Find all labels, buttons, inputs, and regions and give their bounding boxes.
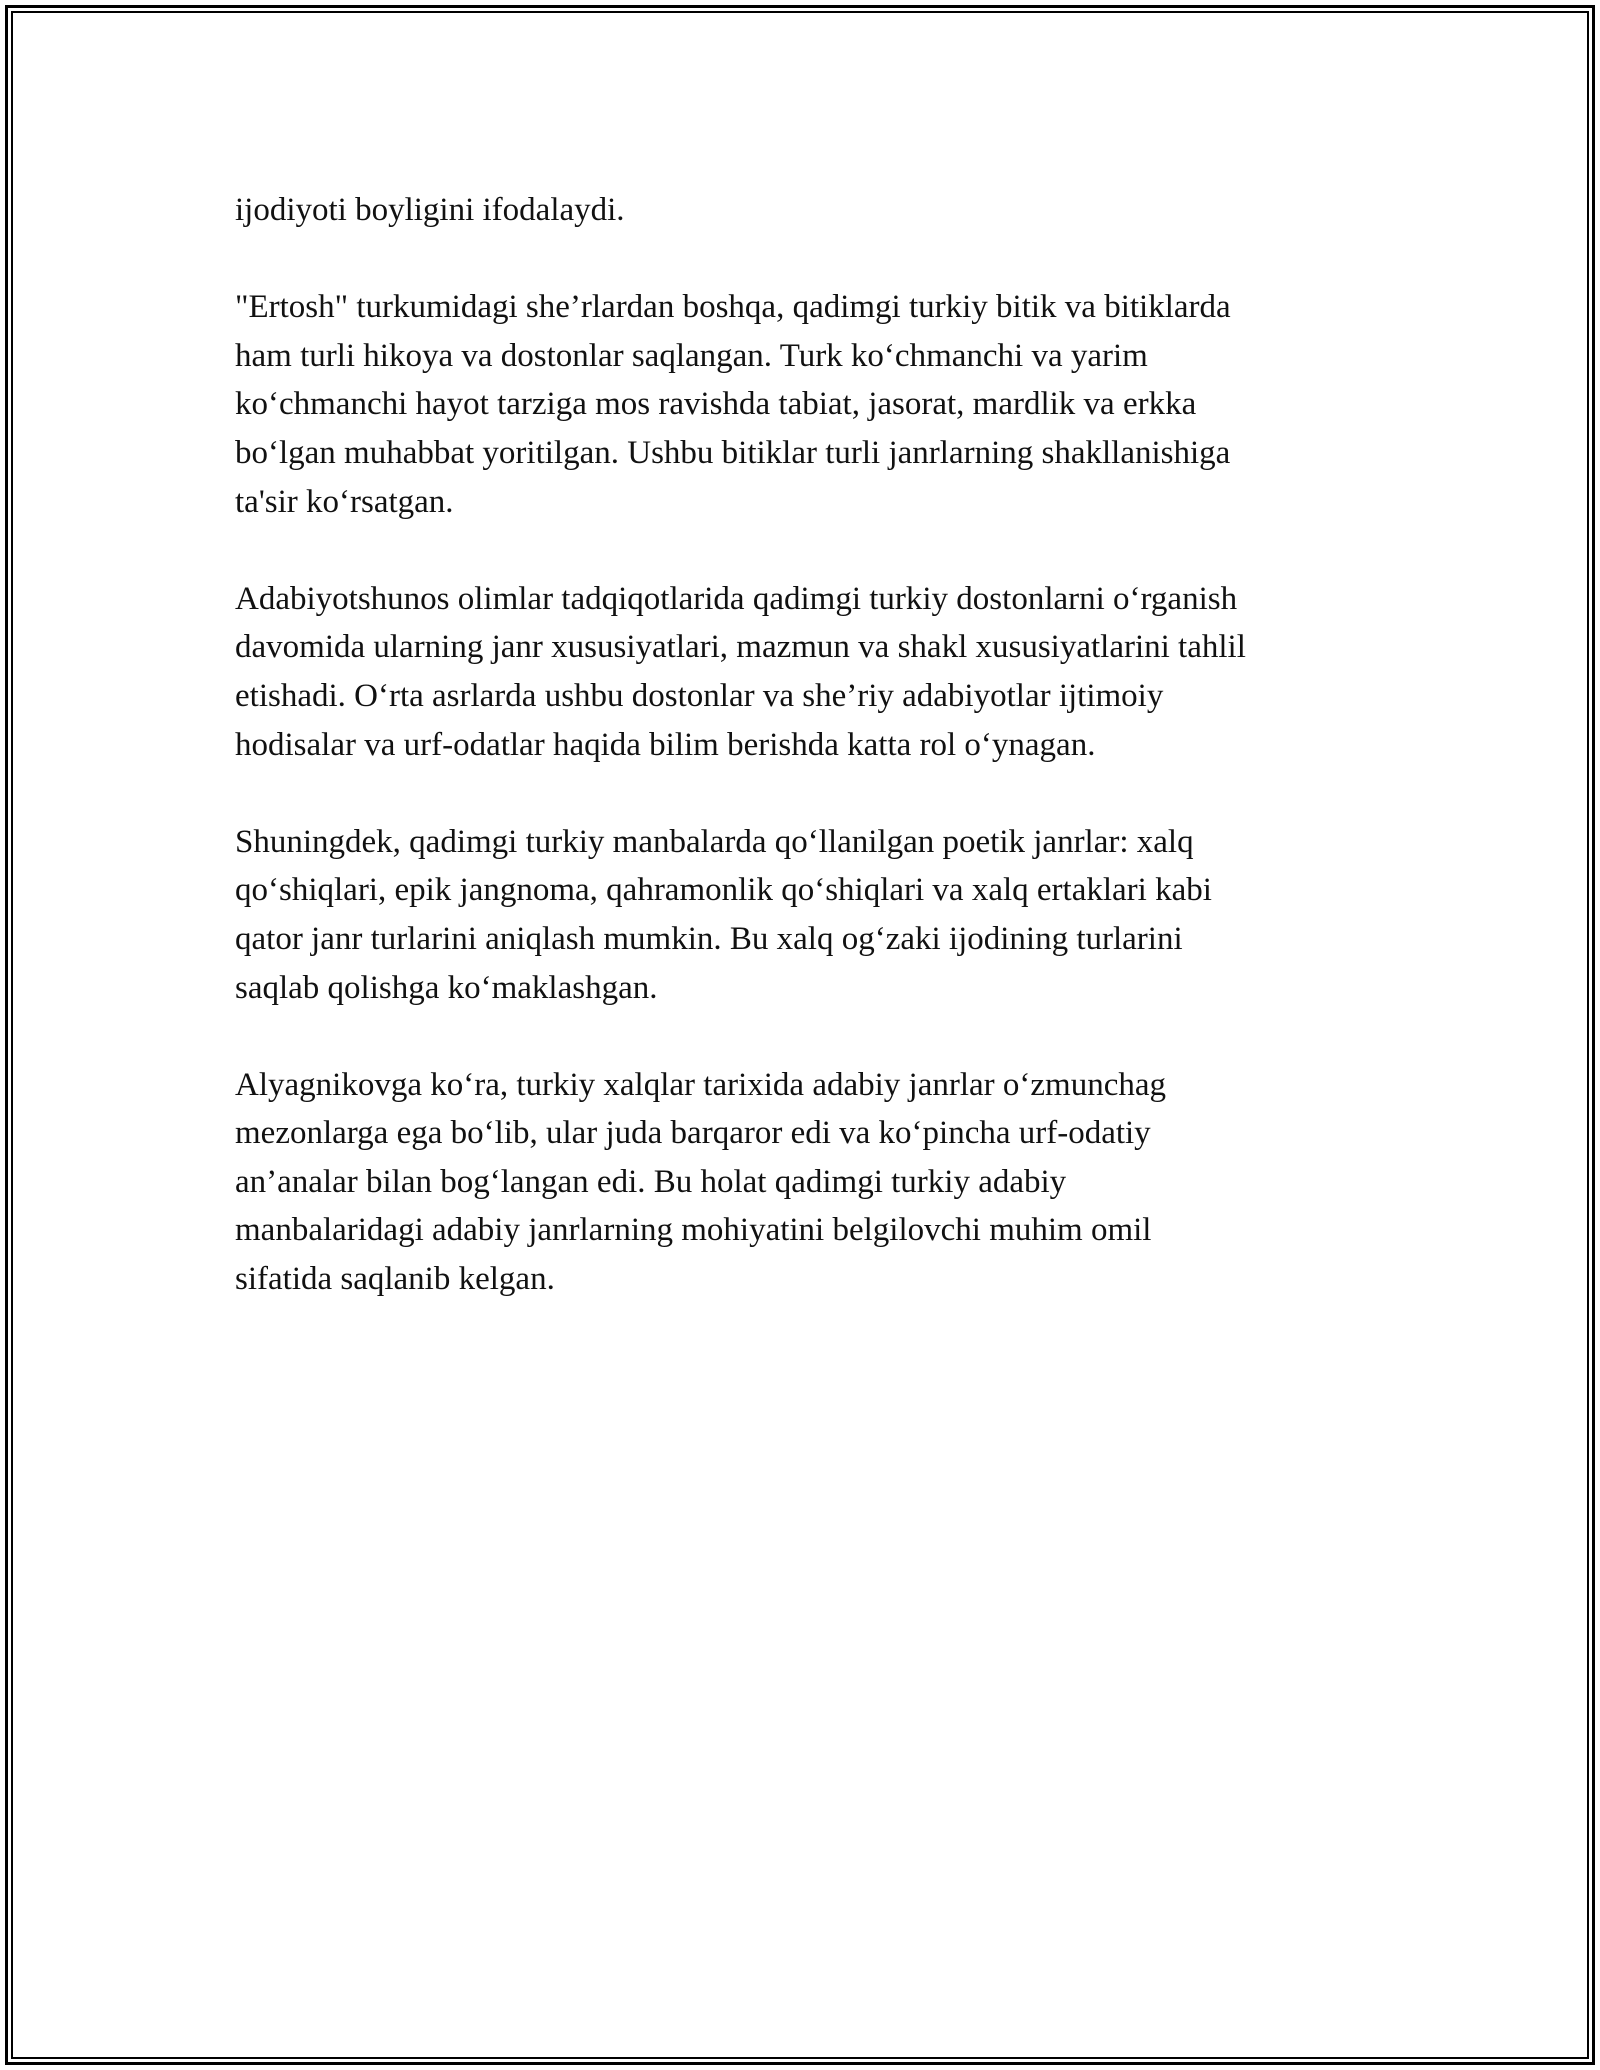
text-line: hodisalar va urf-odatlar haqida bilim berishda katta rol o‘ynagan. <box>235 726 1096 763</box>
paragraph-2 <box>235 283 1385 526</box>
text-line: sifatida saqlanib kelgan. <box>235 1261 555 1298</box>
paragraph-1 <box>235 186 1385 235</box>
text-line: ko‘chmanchi hayot tarziga mos ravishda tabiat, jasorat, mardlik va erkka <box>235 386 1197 423</box>
text-line: saqlab qolishga ko‘maklashgan. <box>235 969 658 1006</box>
text-line: Shuningdek, qadimgi turkiy manbalarda qo‘llanilgan poetik janrlar: xalq <box>235 823 1194 860</box>
paragraph-3 <box>235 575 1385 769</box>
text-line: etishadi. O‘rta asrlarda ushbu dostonlar va she’riy adabiyotlar ijtimoiy <box>235 677 1164 714</box>
paragraph-4 <box>235 818 1385 1012</box>
text-line: "Ertosh" turkumidagi she’rlardan boshqa, qadimgi turkiy bitik va bitiklarda <box>235 289 1231 326</box>
text-line: an’analar bilan bog‘langan edi. Bu holat qadimgi turkiy adabiy <box>235 1163 1067 1200</box>
text-line: ta'sir ko‘rsatgan. <box>235 483 454 520</box>
text-line: ijodiyoti boyligini ifodalaydi. <box>235 192 625 228</box>
paragraph-5 <box>235 1061 1385 1304</box>
text-line: manbalaridagi adabiy janrlarning mohiyatini belgilovchi muhim omil <box>235 1212 1152 1249</box>
text-line: Adabiyotshunos olimlar tadqiqotlarida qadimgi turkiy dostonlarni o‘rganish <box>235 580 1238 617</box>
text-line: davomida ularning janr xususiyatlari, mazmun va shakl xususiyatlarini tahlil <box>235 629 1246 666</box>
document-body <box>235 186 1385 1352</box>
text-line: ham turli hikoya va dostonlar saqlangan. Turk ko‘chmanchi va yarim <box>235 337 1148 374</box>
text-line: Alyagnikovga ko‘ra, turkiy xalqlar tarixida adabiy janrlar o‘zmunchag <box>235 1066 1166 1103</box>
text-line: qo‘shiqlari, epik jangnoma, qahramonlik qo‘shiqlari va xalq ertaklari kabi <box>235 872 1212 909</box>
text-line: qator janr turlarini aniqlash mumkin. Bu xalq og‘zaki ijodining turlarini <box>235 920 1183 957</box>
text-line: bo‘lgan muhabbat yoritilgan. Ushbu bitiklar turli janrlarning shakllanishiga <box>235 434 1231 471</box>
text-line: mezonlarga ega bo‘lib, ular juda barqaror edi va ko‘pincha urf-odatiy <box>235 1115 1151 1152</box>
